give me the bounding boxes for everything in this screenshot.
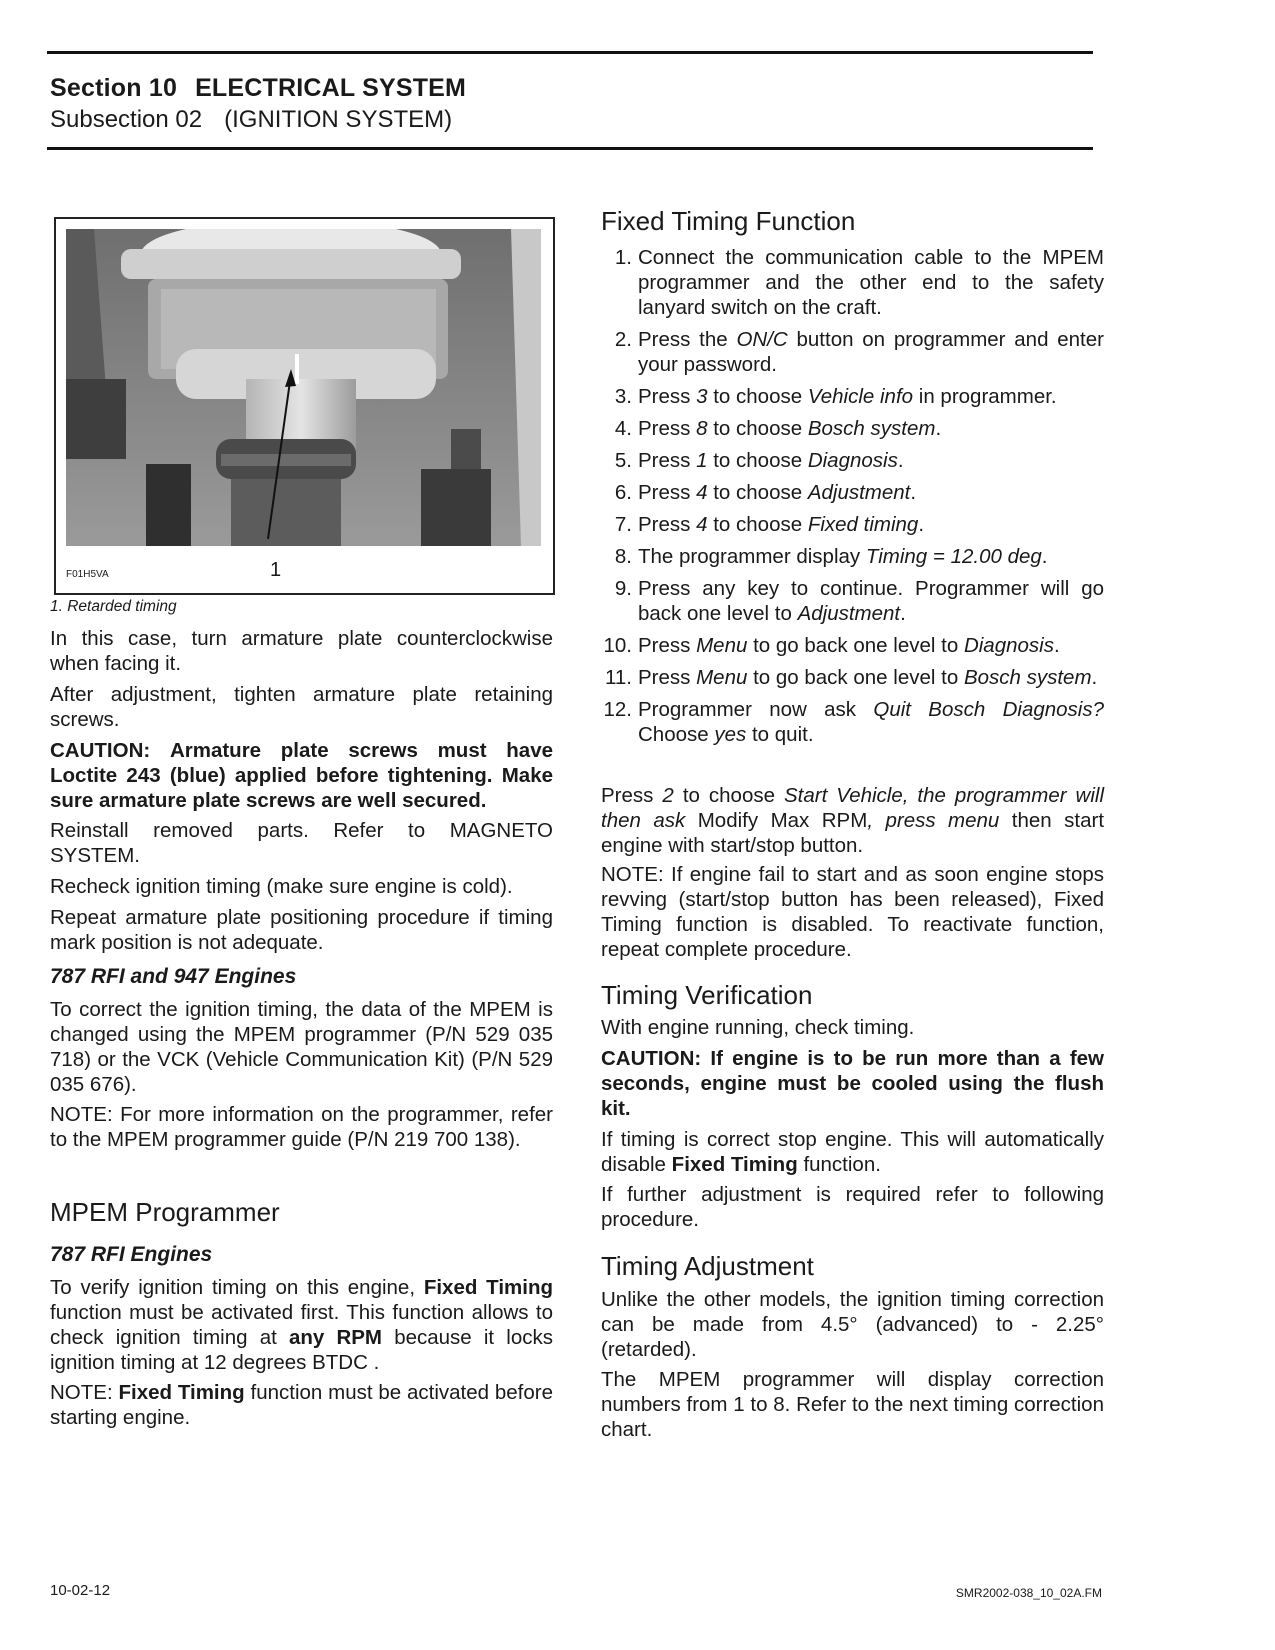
list-item: 8. The programmer display Timing = 12.00 deg.	[614, 545, 1048, 568]
page-number: 10-02-12	[50, 1582, 111, 1599]
paragraph: The MPEM programmer will display correction numbers from 1 to 8. Refer to the next timing correction chart.	[601, 1368, 1104, 1441]
paragraph: Unlike the other models, the ignition timing correction can be made from 4.5° (advanced) to - 2.25° (retarded).	[601, 1288, 1104, 1361]
figure-caption: 1. Retarded timing	[50, 598, 177, 615]
heading-timing-adjustment: Timing Adjustment	[601, 1251, 814, 1281]
figure-code: F01H5VA	[66, 569, 109, 580]
list-item: 9. Press any key to continue. Programmer will go back one level to Adjustment.	[614, 577, 1104, 625]
paragraph: If further adjustment is required refer to following procedure.	[601, 1183, 1104, 1231]
list-item: 2. Press the ON/C button on programmer and enter your password.	[614, 328, 1104, 376]
list-item: 6. Press 4 to choose Adjustment.	[614, 481, 917, 504]
paragraph: After adjustment, tighten armature plate retaining screws.	[50, 683, 553, 731]
paragraph: Reinstall removed parts. Refer to MAGNETO SYSTEM.	[50, 819, 553, 867]
heading-fixed-timing-function: Fixed Timing Function	[601, 206, 856, 236]
note-paragraph: NOTE: For more information on the programmer, refer to the MPEM programmer guide (P/N 219 700 138).	[50, 1103, 553, 1151]
paragraph: To verify ignition timing on this engine, Fixed Timing function must be activated first. This function allows to check ignition timing at any RPM because it locks ignition timing at 12 degrees BTDC .	[50, 1276, 553, 1374]
heading-mpem-programmer: MPEM Programmer	[50, 1197, 280, 1227]
list-item: 4. Press 8 to choose Bosch system.	[614, 417, 942, 440]
caution-paragraph: CAUTION: Armature plate screws must have Loctite 243 (blue) applied before tightening. Make sure armature plate screws are well secured.	[50, 739, 553, 812]
figure-retarded-timing	[54, 217, 555, 595]
header-top-rule	[47, 51, 1093, 54]
paragraph: To correct the ignition timing, the data of the MPEM is changed using the MPEM programmer (P/N 529 035 718) or the VCK (Vehicle Communication Kit) (P/N 529 035 676).	[50, 998, 553, 1096]
paragraph: In this case, turn armature plate counterclockwise when facing it.	[50, 627, 553, 675]
list-item: 7. Press 4 to choose Fixed timing.	[614, 513, 925, 536]
section-title: Section 10 ELECTRICAL SYSTEM	[50, 74, 467, 102]
fixed-timing-steps	[601, 245, 1104, 747]
heading-787-947-engines: 787 RFI and 947 Engines	[50, 965, 297, 988]
ignition-timing-photo	[66, 229, 541, 546]
note-paragraph: NOTE: If engine fail to start and as soon engine stops revving (start/stop button has been released), Fixed Timing function is disabled. To reactivate function, repeat complete procedure.	[601, 863, 1105, 961]
list-item: 5. Press 1 to choose Diagnosis.	[614, 449, 904, 472]
subsection-title: Subsection 02 (IGNITION SYSTEM)	[50, 106, 453, 133]
caution-paragraph: CAUTION: If engine is to be run more than a few seconds, engine must be cooled using the flush kit.	[601, 1047, 1104, 1120]
figure-callout-number: 1	[270, 559, 282, 581]
paragraph: If timing is correct stop engine. This will automatically disable Fixed Timing function.	[601, 1128, 1104, 1176]
list-item: 11. Press Menu to go back one level to Bosch system.	[605, 666, 1098, 689]
note-paragraph: NOTE: Fixed Timing function must be activated before starting engine.	[50, 1381, 553, 1429]
paragraph: Recheck ignition timing (make sure engine is cold).	[50, 875, 513, 898]
list-item: 3. Press 3 to choose Vehicle info in programmer.	[614, 385, 1057, 408]
file-reference: SMR2002-038_10_02A.FM	[955, 1586, 1102, 1600]
list-item: 10. Press Menu to go back one level to Diagnosis.	[603, 634, 1060, 657]
list-item: 1. Connect the communication cable to the MPEM programmer and the other end to the safety lanyard switch on the craft.	[614, 246, 1104, 319]
list-item: 12. Programmer now ask Quit Bosch Diagnosis? Choose yes to quit.	[603, 698, 1105, 746]
heading-787-rfi-engines: 787 RFI Engines	[50, 1243, 213, 1266]
header-bottom-rule	[47, 147, 1093, 150]
paragraph: Press 2 to choose Start Vehicle, the programmer will then ask Modify Max RPM, press menu then start engine with start/stop button.	[601, 784, 1105, 857]
paragraph: With engine running, check timing.	[601, 1016, 915, 1039]
heading-timing-verification: Timing Verification	[601, 980, 813, 1010]
paragraph: Repeat armature plate positioning procedure if timing mark position is not adequate.	[50, 906, 553, 954]
